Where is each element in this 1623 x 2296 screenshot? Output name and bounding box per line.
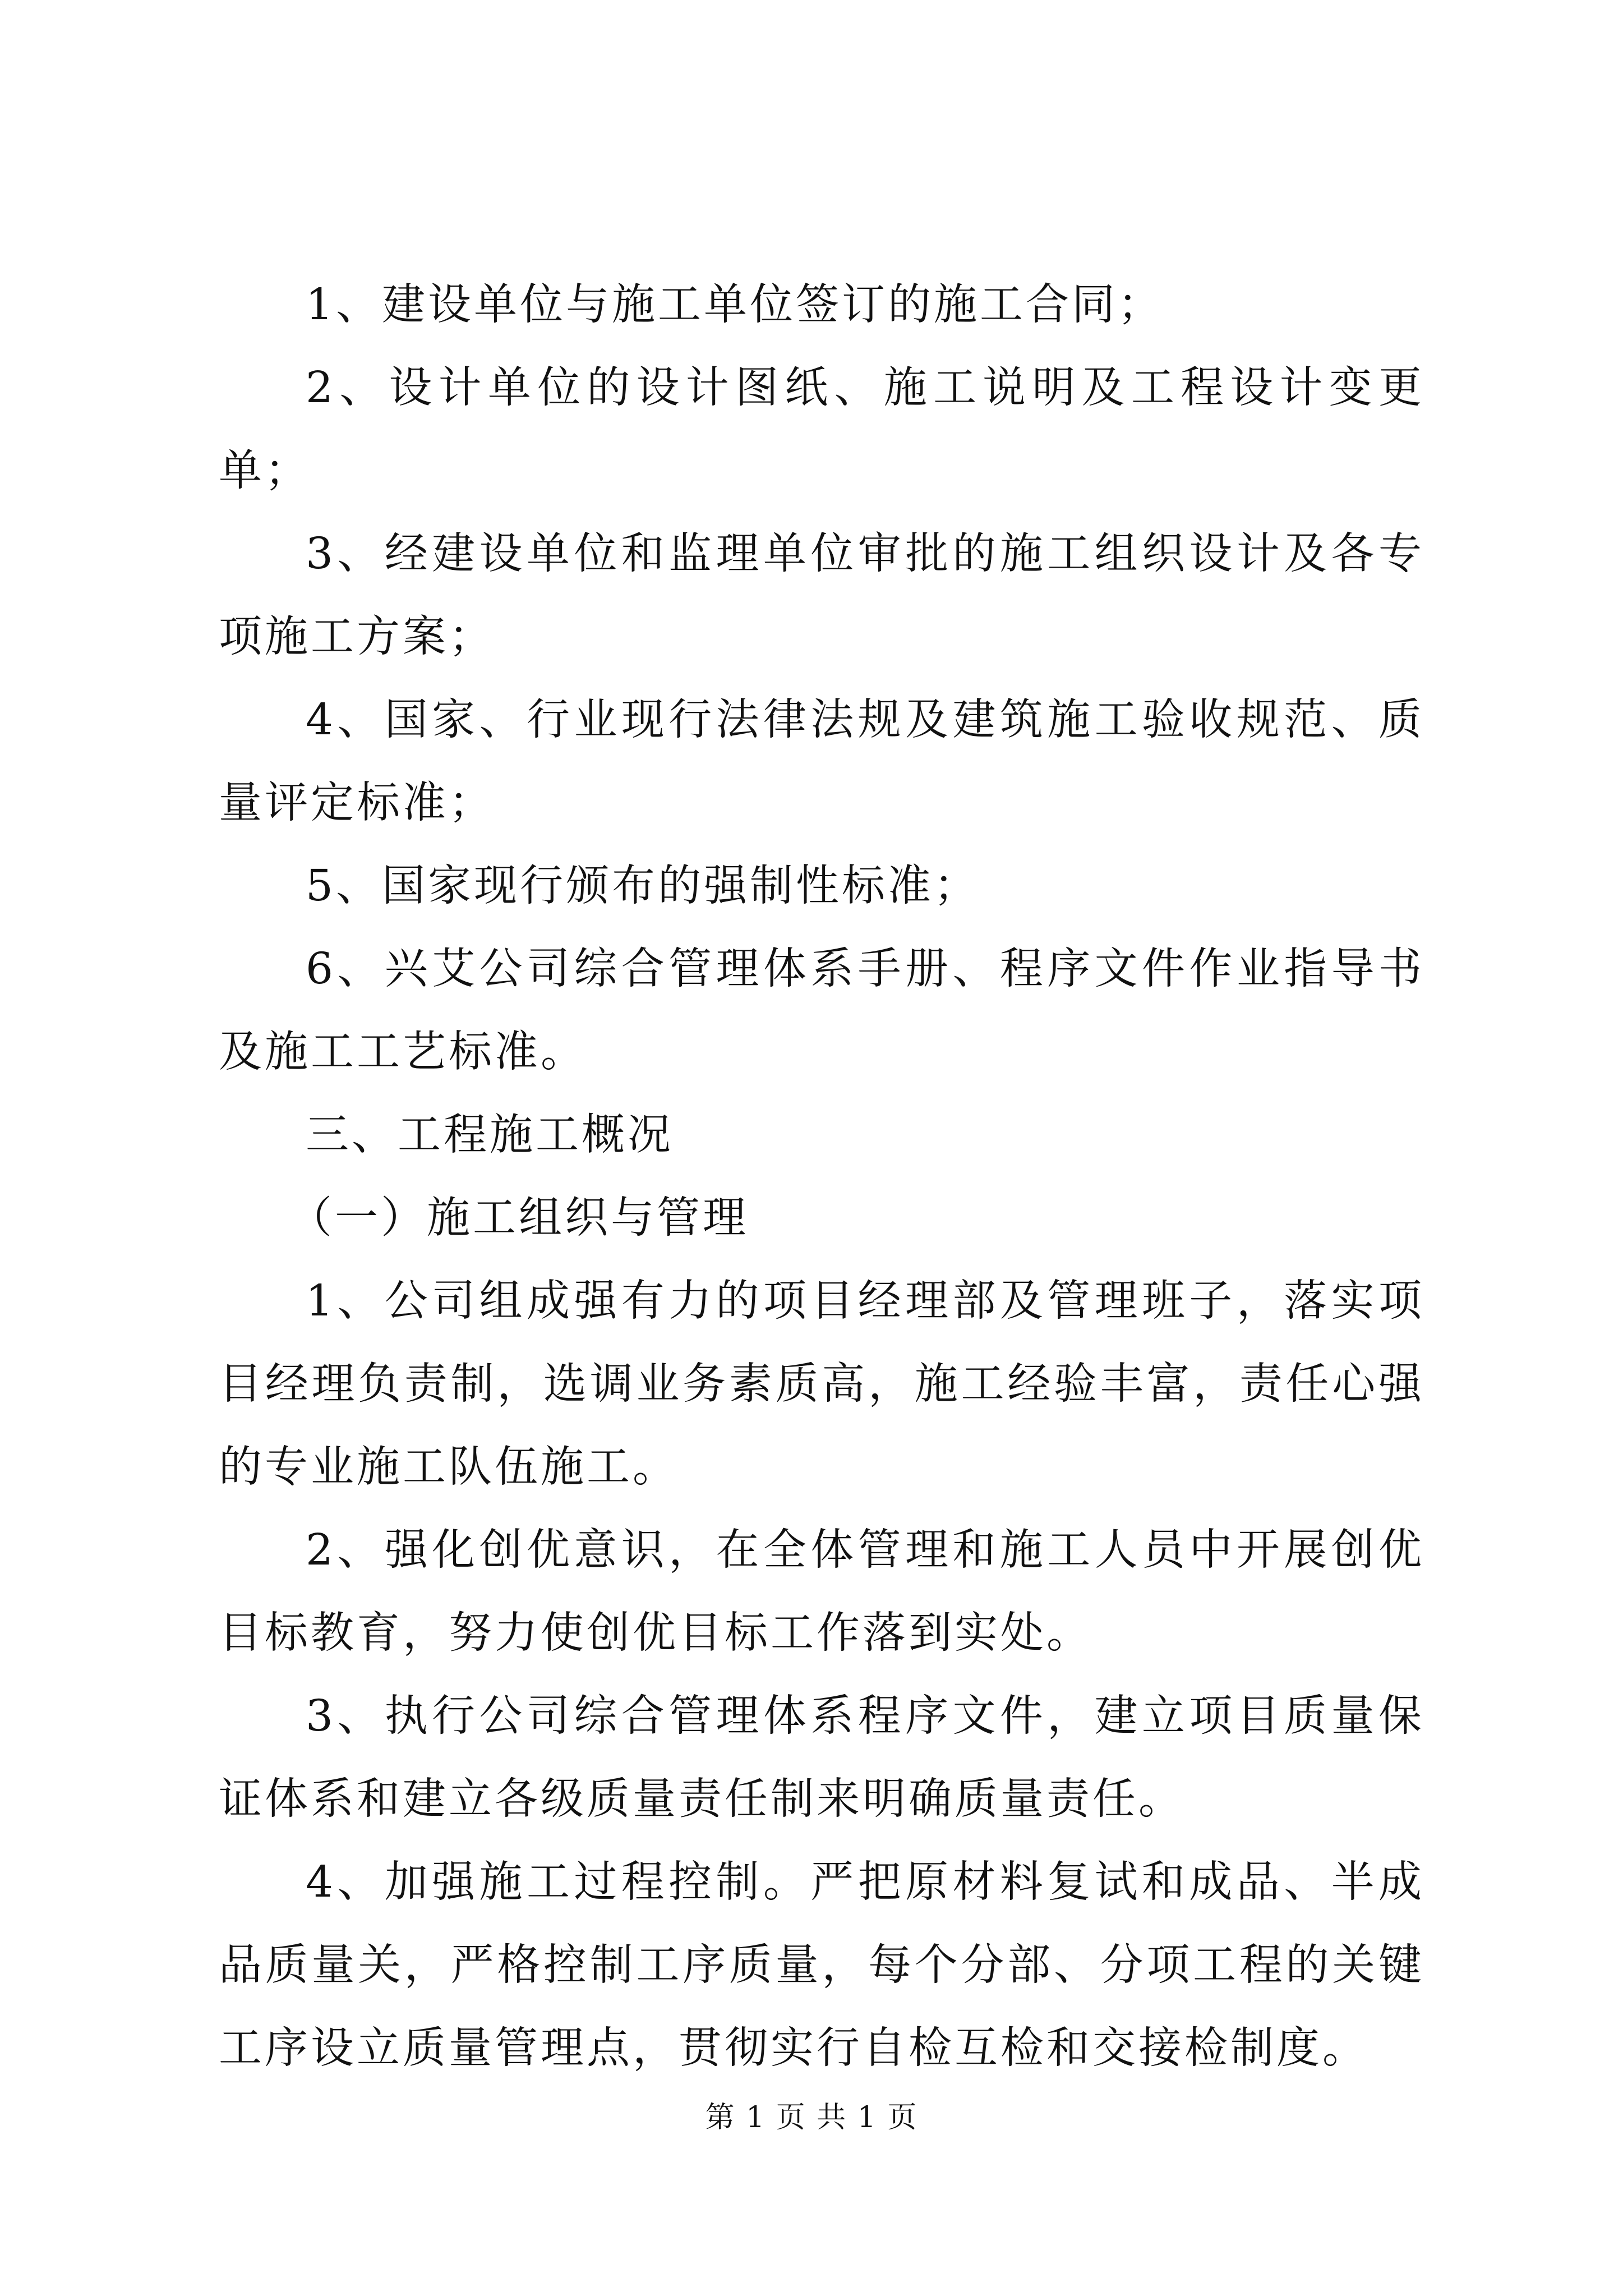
paragraph-basis-3: 3、经建设单位和监理单位审批的施工组织设计及各专项施工方案； [219, 529, 1424, 662]
paragraph-management-4: 4、加强施工过程控制。严把原材料复试和成品、半成品质量关，严格控制工序质量，每个分部、分项工程的关键工序设立质量管理点，贯彻实行自检互检和交接检制度。 [219, 1857, 1424, 2073]
subsection-heading: （一）施工组织与管理 [289, 1193, 749, 1243]
page-footer: 第 1 页 共 1 页 [705, 2101, 918, 2134]
paragraph-basis-1: 1、建设单位与施工单位签订的施工合同； [306, 280, 1164, 330]
paragraph-basis-6: 6、兴艾公司综合管理体系手册、程序文件作业指导书及施工工艺标准。 [219, 944, 1424, 1077]
paragraph-basis-4: 4、国家、行业现行法律法规及建筑施工验收规范、质量评定标准； [219, 695, 1424, 828]
document-body [219, 264, 1424, 2090]
paragraph-basis-5: 5、国家现行颁布的强制性标准； [306, 861, 980, 911]
paragraph-basis-2: 2、设计单位的设计图纸、施工说明及工程设计变更单； [219, 363, 1424, 496]
paragraph-management-2: 2、强化创优意识，在全体管理和施工人员中开展创优目标教育，努力使创优目标工作落到实处。 [219, 1525, 1424, 1658]
paragraph-management-3: 3、执行公司综合管理体系程序文件，建立项目质量保证体系和建立各级质量责任制来明确质量责任。 [219, 1691, 1424, 1824]
paragraph-management-1: 1、公司组成强有力的项目经理部及管理班子，落实项目经理负责制，选调业务素质高，施工经验丰富，责任心强的专业施工队伍施工。 [219, 1276, 1424, 1492]
section-heading: 三、工程施工概况 [306, 1110, 674, 1160]
